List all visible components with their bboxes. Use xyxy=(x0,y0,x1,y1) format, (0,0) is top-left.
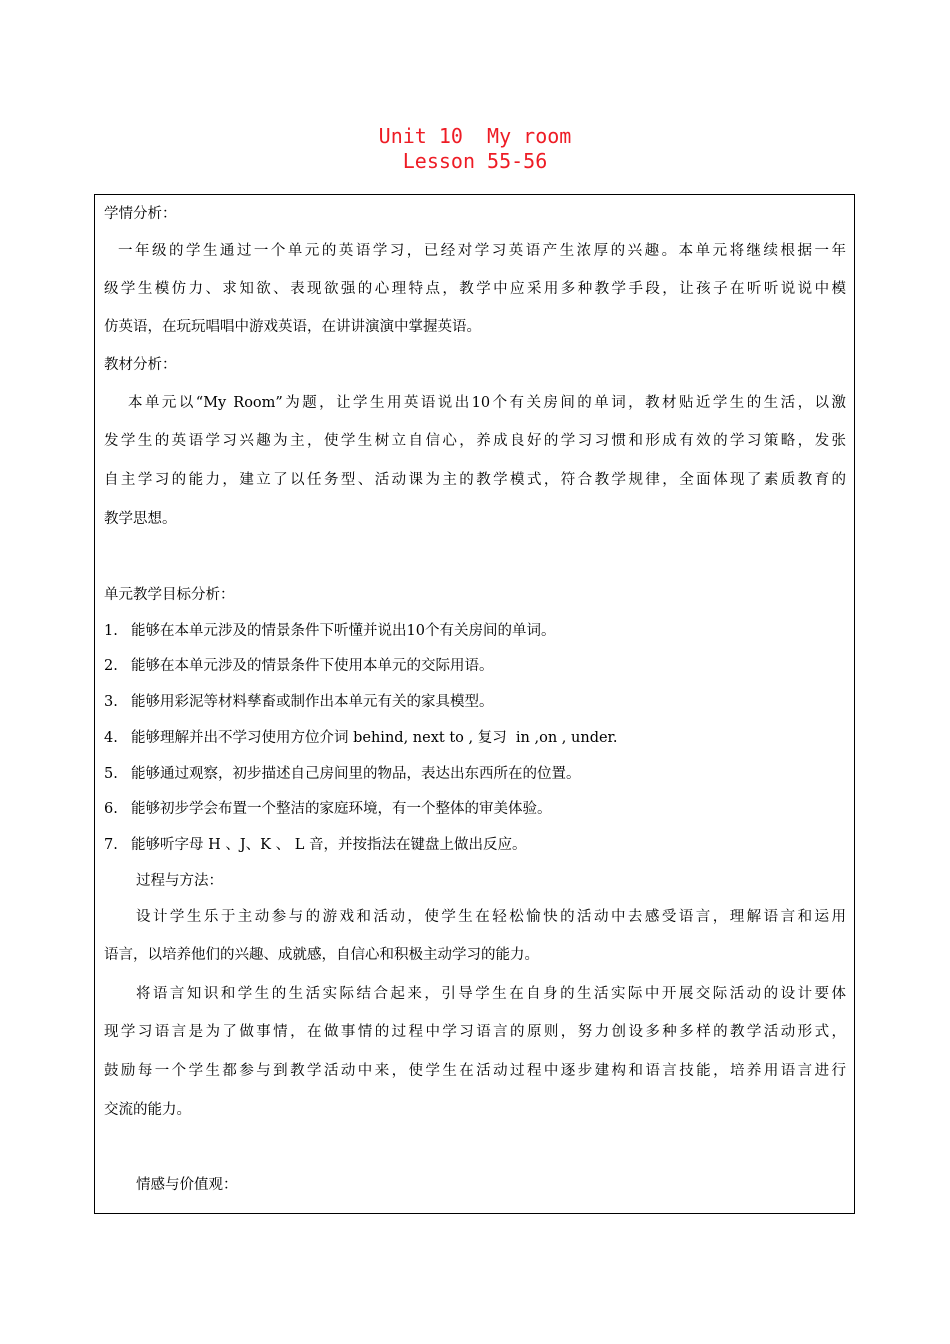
goal-number: 5. xyxy=(104,766,118,782)
goal-number: 4. xyxy=(104,730,118,746)
material-analysis-line: 教学思想。 xyxy=(104,511,177,527)
goal-number: 3. xyxy=(104,694,118,710)
goal-item xyxy=(104,799,552,819)
document-title xyxy=(0,124,950,174)
emotion-values-heading: 情感与价值观： xyxy=(136,1177,238,1193)
goal-text: 能够听字母 H 、J、K 、 L 音，并按指法在键盘上做出反应。 xyxy=(131,837,527,853)
process-paragraph-line: 交流的能力。 xyxy=(104,1102,191,1118)
process-paragraph-line: 语言，以培养他们的兴趣、成就感，自信心和积极主动学习的能力。 xyxy=(104,947,539,963)
goal-text: 能够通过观察，初步描述自己房间里的物品，表达出东西所在的位置。 xyxy=(131,766,581,782)
goal-item xyxy=(104,692,494,712)
process-paragraph-line: 设计学生乐于主动参与的游戏和活动，使学生在轻松愉快的活动中去感受语言，理解语言和运用 xyxy=(136,909,846,925)
goal-text: 能够初步学会布置一个整洁的家庭环境，有一个整体的审美体验。 xyxy=(131,801,552,817)
material-analysis-line: 本单元以“My Room”为题，让学生用英语说出10个有关房间的单词，教材贴近学生的生活，以激 xyxy=(128,395,846,411)
material-analysis-line: 发学生的英语学习兴趣为主，使学生树立自信心，养成良好的学习习惯和形成有效的学习策略，发张 xyxy=(104,433,846,449)
goal-text: 能够在本单元涉及的情景条件下使用本单元的交际用语。 xyxy=(131,658,494,674)
goal-item xyxy=(104,656,494,676)
process-paragraph-line: 鼓励每一个学生都参与到教学活动中来，使学生在活动过程中逐步建构和语言技能，培养用语言进行 xyxy=(104,1063,846,1079)
goal-number: 6. xyxy=(104,801,118,817)
material-analysis-line: 自主学习的能力，建立了以任务型、活动课为主的教学模式，符合教学规律，全面体现了素质教育的 xyxy=(104,472,846,488)
goal-text: 能够理解并出不学习使用方位介词 behind, next to , 复习 in ,on , under. xyxy=(131,730,618,746)
learner-analysis-line: 一年级的学生通过一个单元的英语学习，已经对学习英语产生浓厚的兴趣。本单元将继续根据一年 xyxy=(118,243,846,259)
material-analysis-heading: 教材分析： xyxy=(104,357,177,373)
title-lesson: Lesson 55-56 xyxy=(402,149,548,173)
goal-number: 7. xyxy=(104,837,118,853)
learner-analysis-line: 级学生模仿力、求知欲、表现欲强的心理特点，教学中应采用多种教学手段，让孩子在听听说说中模 xyxy=(104,281,846,297)
learner-analysis-line: 仿英语，在玩玩唱唱中游戏英语，在讲讲演演中掌握英语。 xyxy=(104,319,481,335)
goal-text: 能够在本单元涉及的情景条件下听懂并说出10个有关房间的单词。 xyxy=(131,623,556,639)
unit-goals-heading: 单元教学目标分析： xyxy=(104,587,235,603)
process-paragraph-line: 将语言知识和学生的生活实际结合起来，引导学生在自身的生活实际中开展交际活动的设计要体 xyxy=(136,986,846,1002)
goal-item xyxy=(104,621,555,641)
process-paragraph-line: 现学习语言是为了做事情，在做事情的过程中学习语言的原则，努力创设多种多样的教学活动形式， xyxy=(104,1024,846,1040)
title-unit: Unit 10 My room xyxy=(378,124,572,148)
learner-analysis-heading: 学情分析： xyxy=(104,206,177,222)
goal-number: 2. xyxy=(104,658,118,674)
goal-text: 能够用彩泥等材料孳畜或制作出本单元有关的家具模型。 xyxy=(131,694,494,710)
process-method-heading: 过程与方法： xyxy=(136,873,223,889)
goal-item xyxy=(104,835,526,855)
goal-number: 1. xyxy=(104,623,118,639)
goal-item xyxy=(104,728,618,748)
goal-item xyxy=(104,764,581,784)
